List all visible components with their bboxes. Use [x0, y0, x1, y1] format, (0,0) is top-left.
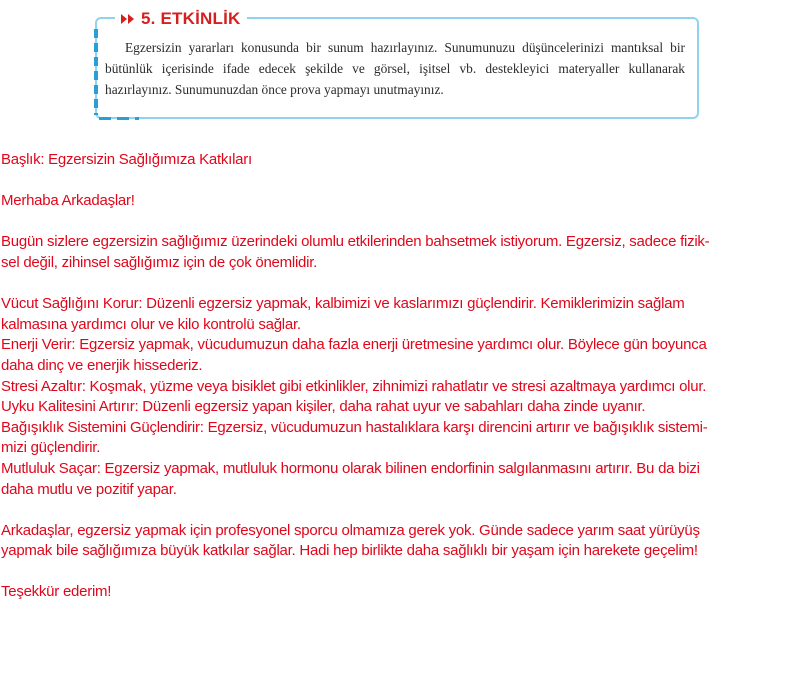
activity-box	[95, 9, 699, 119]
activity-title: 5. ETKİNLİK	[141, 9, 241, 28]
benefit-stress-line-1: Stresi Azaltır: Koşmak, yüzme veya bisiklet gibi etkinlikler, zihnimizi rahatlatır ve stresi azaltmaya yardımcı olur.	[1, 377, 707, 395]
intro-line-1: Bugün sizlere egzersizin sağlığımız üzerindeki olumlu etkilerinden bahsetmek istiyorum. Egzersiz, sadece fizik-	[1, 233, 710, 251]
benefit-energy-line-2: daha dinç ve enerjik hissederiz.	[1, 356, 203, 374]
box-dashed-accent-bottom	[99, 117, 139, 120]
activity-instruction: Egzersizin yararları konusunda bir sunum hazırlayınız. Sunumunuzu düşüncelerinizi mantıksal bir bütünlük içerisinde ifade edecek şekilde ve görsel, işitsel vb. destekleyici materyaller kullanarak hazırlayınız. Sunumunuzdan önce prova yapmayı unutmayınız.	[105, 40, 685, 97]
answer-heading: Başlık: Egzersizin Sağlığımıza Katkıları	[1, 151, 252, 168]
benefit-sleep-line-1: Uyku Kalitesini Artırır: Düzenli egzersiz yapan kişiler, daha rahat uyur ve sabahları daha zinde uyanır.	[1, 398, 646, 416]
benefit-happiness-line-2: daha mutlu ve pozitif yapar.	[1, 480, 177, 498]
answer-content	[1, 150, 791, 603]
benefit-immunity-line-1: Bağışıklık Sistemini Güçlendirir: Egzersiz, vücudumuzun hastalıklara karşı direncini artırır ve bağışıklık sistemi-	[1, 418, 708, 436]
benefit-body-health-line-1: Vücut Sağlığını Korur: Düzenli egzersiz yapmak, kalbimizi ve kaslarımızı güçlendirir. Kemiklerimizin sağlam	[1, 295, 685, 313]
thanks-line: Teşekkür ederim!	[1, 583, 112, 601]
benefit-immunity-line-2: mizi güçlendirir.	[1, 439, 101, 457]
box-dashed-accent-left	[94, 29, 98, 115]
activity-header	[115, 8, 247, 30]
double-chevron-right-icon	[121, 13, 137, 25]
benefit-energy-line-1: Enerji Verir: Egzersiz yapmak, vücudumuzun daha fazla enerji üretmesine yardımcı olur. Böylece gün boyunca	[1, 336, 707, 354]
benefit-happiness-line-1: Mutluluk Saçar: Egzersiz yapmak, mutluluk hormonu olarak bilinen endorfinin salgılanmasını artırır. Bu da bizi	[1, 459, 700, 477]
intro-line-2: sel değil, zihinsel sağlığımız için de çok önemlidir.	[1, 253, 318, 271]
answer-greeting: Merhaba Arkadaşlar!	[1, 192, 135, 210]
closing-line-2: yapmak bile sağlığımıza büyük katkılar sağlar. Hadi hep birlikte daha sağlıklı bir yaşam için harekete geçelim!	[1, 542, 698, 560]
closing-line-1: Arkadaşlar, egzersiz yapmak için profesyonel sporcu olmamıza gerek yok. Günde sadece yarım saat yürüyüş	[1, 521, 700, 539]
benefit-body-health-line-2: kalmasına yardımcı olur ve kilo kontrolü sağlar.	[1, 315, 301, 333]
